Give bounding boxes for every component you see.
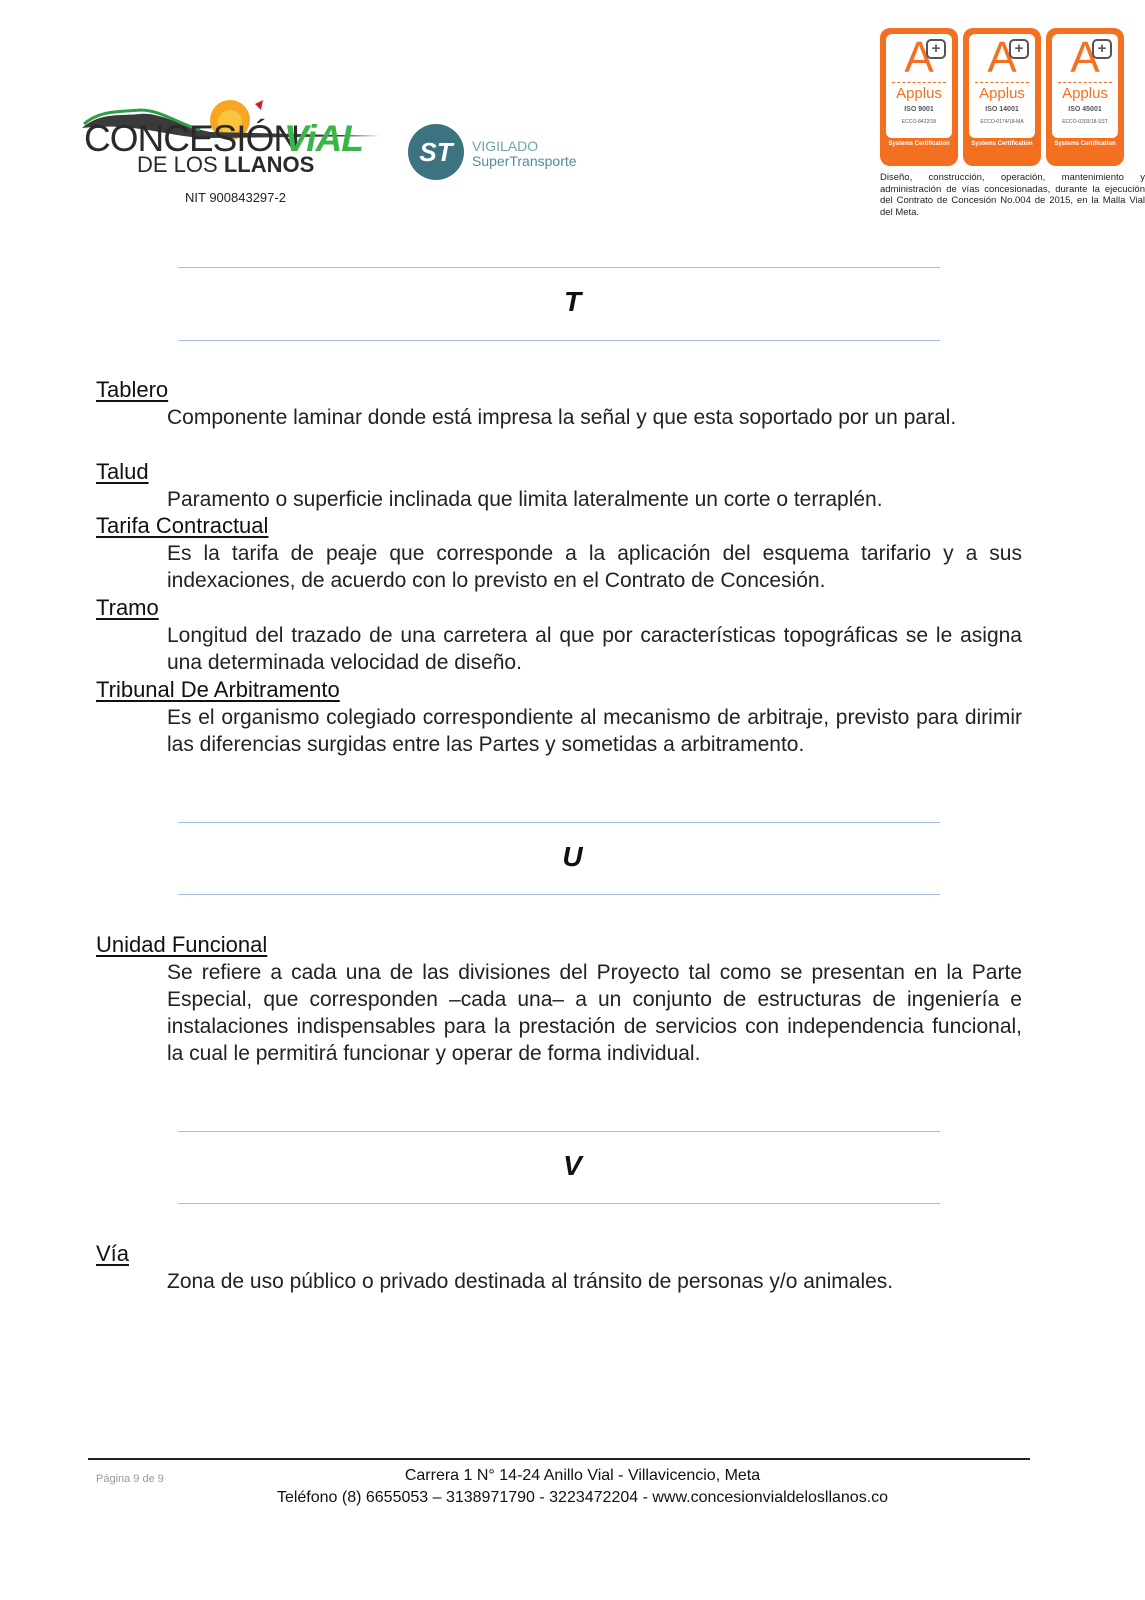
logo-wordmark-de-los-llanos bbox=[137, 152, 314, 178]
section-letter: T bbox=[563, 286, 582, 317]
applus-brand: Applus bbox=[1062, 85, 1108, 102]
glossary-term: Tribunal De Arbitramento bbox=[96, 677, 340, 702]
glossary-term: Unidad Funcional bbox=[96, 932, 268, 957]
section-divider-top bbox=[178, 267, 940, 268]
glossary-definition: Componente laminar donde está impresa la señal y que esta soportado por un paral. bbox=[167, 406, 957, 429]
supertransporte-label: SuperTransporte bbox=[472, 153, 577, 169]
certification-badge-iso-45001 bbox=[1046, 28, 1124, 166]
glossary-definition: Longitud del trazado de una carretera al que por características topográficas se le asigna una determinada velocidad de diseño. bbox=[167, 624, 1022, 674]
glossary-term: Tramo bbox=[96, 595, 159, 620]
plus-icon: + bbox=[1092, 39, 1112, 59]
applus-a-mark: A bbox=[1070, 33, 1100, 82]
glossary-term: Tarifa Contractual bbox=[96, 513, 269, 538]
glossary-term: Vía bbox=[96, 1241, 130, 1266]
iso-standard: ISO 45001 bbox=[1068, 106, 1102, 113]
logo-wordmark-concesion: CONCESIÓN bbox=[84, 118, 300, 159]
iso-standard: ISO 14001 bbox=[985, 106, 1019, 113]
applus-a-mark: A bbox=[904, 33, 934, 82]
footer-contact: Teléfono (8) 6655053 – 3138971790 - 3223472204 - www.concesionvialdelosllanos.co bbox=[276, 1489, 889, 1506]
section-letter: V bbox=[563, 1150, 582, 1181]
section-divider-bottom bbox=[178, 1203, 940, 1204]
applus-brand: Applus bbox=[896, 85, 942, 102]
logo-wordmark-vial: ViAL bbox=[284, 118, 363, 159]
vigilado-label: VIGILADO bbox=[472, 138, 539, 154]
applus-a-mark: A bbox=[987, 33, 1017, 82]
certification-label: Systems Certification bbox=[971, 141, 1033, 147]
plus-icon: + bbox=[926, 39, 946, 59]
logo-de-los: DE LOS bbox=[137, 152, 224, 177]
glossary-definition: Es el organismo colegiado correspondiente al mecanismo de arbitraje, previsto para dirimir las diferencias surgidas entre las Partes y sometidas a arbitramento. bbox=[167, 706, 1022, 756]
certificate-code: ECCO-8422/18 bbox=[901, 119, 937, 125]
glossary-definition: Zona de uso público o privado destinada al tránsito de personas y/o animales. bbox=[167, 1270, 894, 1293]
section-divider-bottom bbox=[178, 340, 940, 341]
certification-label: Systems Certification bbox=[888, 141, 950, 147]
page-number: Página 9 de 9 bbox=[96, 1473, 164, 1485]
iso-standard: ISO 9001 bbox=[904, 106, 934, 113]
glossary-definition: Se refiere a cada una de las divisiones del Proyecto tal como se presentan en la Parte Especial, que corresponden –cada una– a un conjunto de estructuras de ingeniería e instalaciones indispensables para la prestación de servicios con independencia funcional, la cual le permitirá funcionar y operar de forma individual. bbox=[167, 961, 1022, 1065]
certificate-code: ECCO-0174/18-MA bbox=[980, 119, 1024, 125]
supertransporte-logo-icon: ST bbox=[408, 124, 464, 180]
footer-address: Carrera 1 N° 14-24 Anillo Vial - Villavicencio, Meta bbox=[404, 1467, 761, 1484]
glossary-definition: Es la tarifa de peaje que corresponde a la aplicación del esquema tarifario y a sus indexaciones, de acuerdo con lo previsto en el Contrato de Concesión. bbox=[167, 542, 1022, 592]
applus-brand: Applus bbox=[979, 85, 1025, 102]
footer-divider bbox=[88, 1458, 1030, 1460]
certification-badge-iso-14001 bbox=[963, 28, 1041, 166]
certification-scope: Diseño, construcción, operación, mantenimiento y administración de vías concesionadas, durante la ejecución del Contrato de Concesión No.004 de 2015, en la Malla Vial del Meta. bbox=[880, 172, 1145, 218]
plus-icon: + bbox=[1009, 39, 1029, 59]
logo-llanos: LLANOS bbox=[223, 152, 315, 177]
certificate-code: ECCO-0203/18-SST bbox=[1062, 119, 1108, 125]
glossary-term: Tablero bbox=[96, 377, 169, 402]
glossary-term: Talud bbox=[96, 459, 149, 484]
section-divider-top bbox=[178, 1131, 940, 1132]
certification-label: Systems Certification bbox=[1054, 141, 1116, 147]
section-divider-top bbox=[178, 822, 940, 823]
section-divider-bottom bbox=[178, 894, 940, 895]
company-nit: NIT 900843297-2 bbox=[185, 190, 286, 205]
section-letter: U bbox=[562, 841, 583, 872]
certification-badge-iso-9001 bbox=[880, 28, 958, 166]
glossary-definition: Paramento o superficie inclinada que limita lateralmente un corte o terraplén. bbox=[167, 488, 883, 511]
